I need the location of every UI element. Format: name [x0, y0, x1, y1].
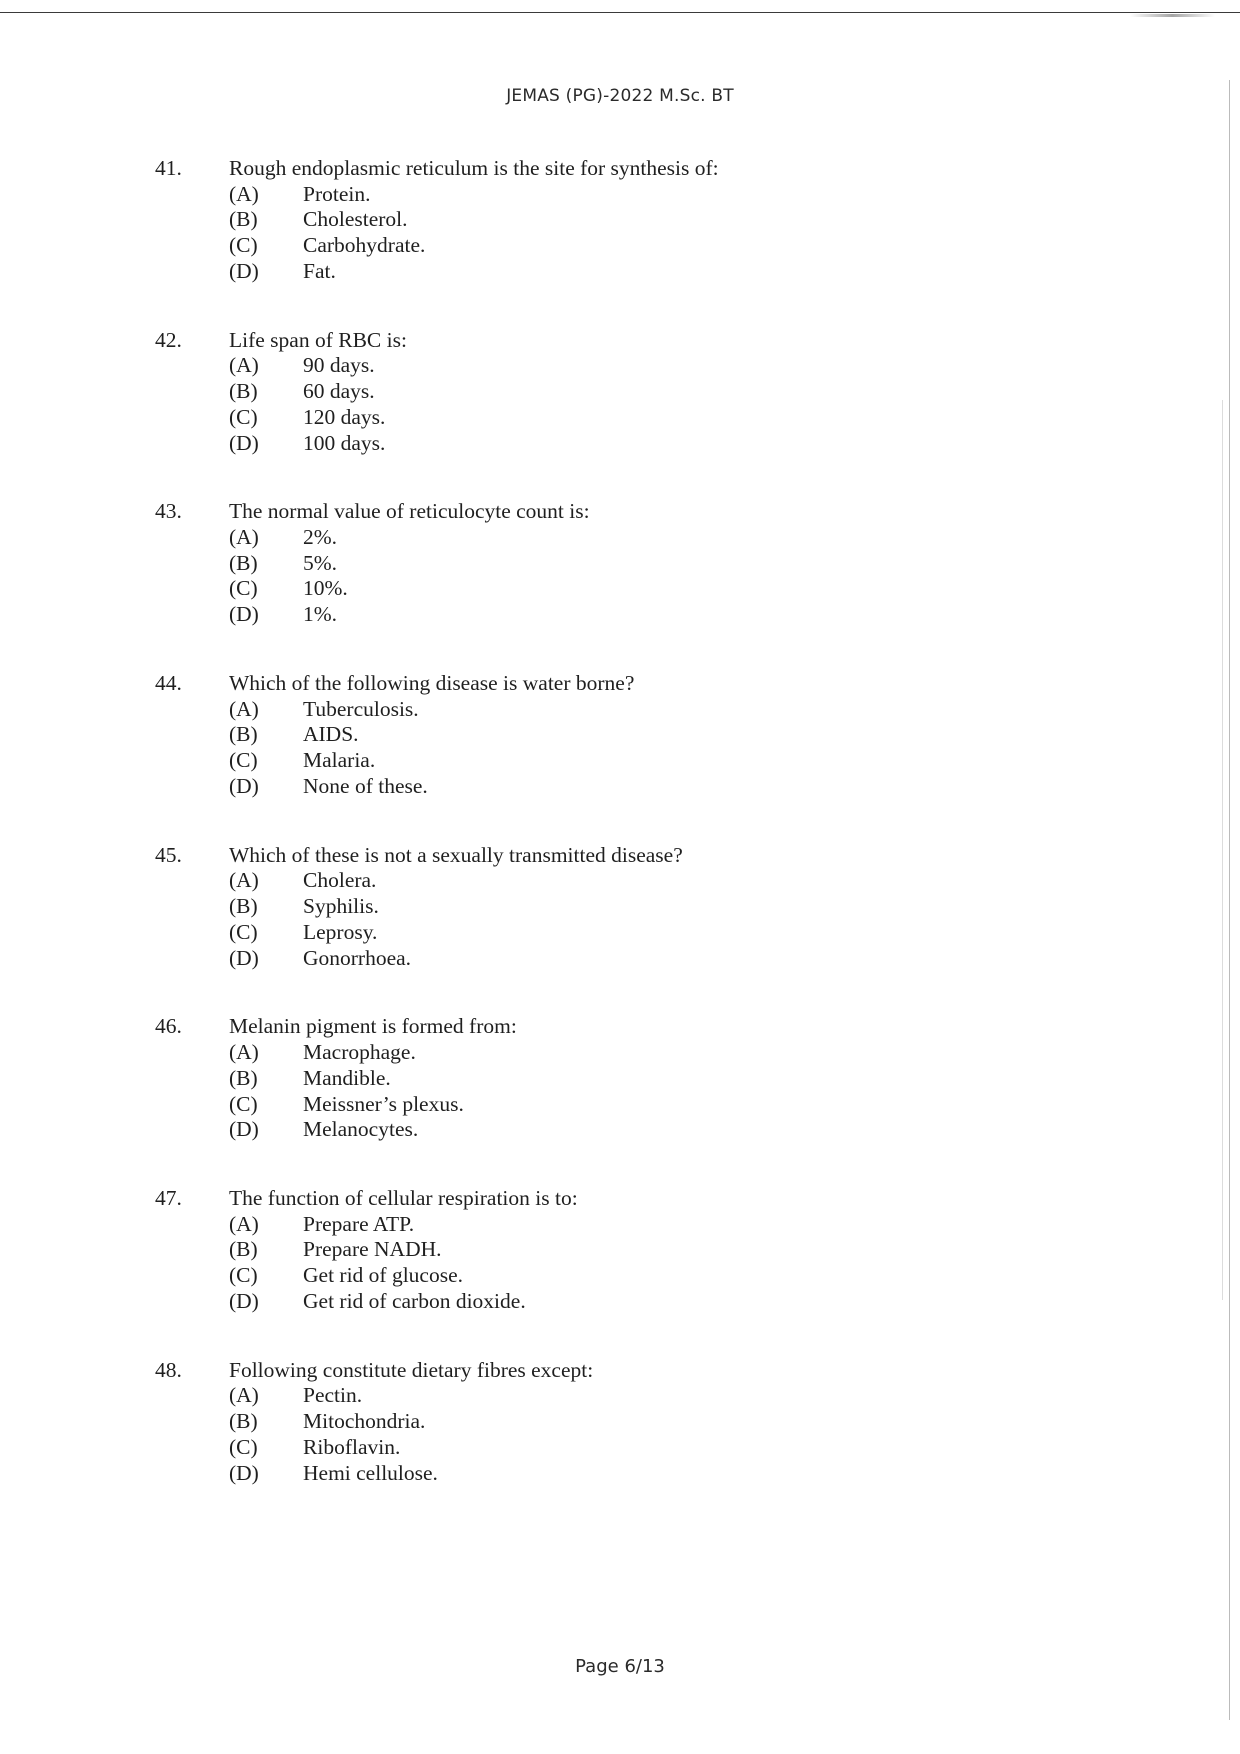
option-b	[229, 1066, 1055, 1092]
scan-edge-line-inner	[1222, 400, 1223, 1300]
question-text: Life span of RBC is:	[229, 327, 407, 352]
question-text: Melanin pigment is formed from:	[229, 1014, 517, 1039]
question-text: Which of the following disease is water borne?	[229, 671, 635, 696]
question-number: 41.	[155, 156, 182, 180]
question-number: 45.	[155, 842, 182, 867]
question-text: Following constitute dietary fibres except:	[229, 1357, 594, 1382]
option-b	[229, 207, 1055, 233]
option-text: 2%.	[303, 524, 338, 549]
option-text: Get rid of glucose.	[303, 1263, 464, 1288]
question-43	[155, 499, 1055, 671]
option-label: (B)	[229, 378, 258, 403]
option-text: AIDS.	[303, 722, 359, 747]
option-text: Gonorrhoea.	[303, 945, 412, 970]
option-d	[229, 946, 1055, 972]
option-c	[229, 920, 1055, 946]
option-label: (C)	[229, 1263, 258, 1288]
question-46	[155, 1014, 1055, 1186]
question-text: Which of these is not a sexually transmitted disease?	[229, 842, 683, 867]
option-a	[229, 353, 1055, 379]
option-list	[229, 1212, 1055, 1315]
option-list	[229, 697, 1055, 800]
option-c	[229, 576, 1055, 602]
option-text: 90 days.	[303, 353, 375, 378]
option-list	[229, 1040, 1055, 1143]
question-41	[155, 156, 1055, 328]
scan-smudge	[1130, 14, 1215, 17]
option-list	[229, 868, 1055, 971]
option-label: (B)	[229, 1065, 258, 1090]
option-label: (A)	[229, 1211, 259, 1236]
option-text: Meissner’s plexus.	[303, 1091, 464, 1116]
option-list	[229, 182, 1055, 285]
option-a	[229, 697, 1055, 723]
option-text: 60 days.	[303, 378, 375, 403]
option-label: (A)	[229, 1383, 259, 1408]
option-d	[229, 1289, 1055, 1315]
option-list	[229, 1383, 1055, 1486]
question-number: 47.	[155, 1186, 182, 1211]
question-47	[155, 1186, 1055, 1358]
option-text: Malaria.	[303, 748, 376, 773]
option-text: Prepare NADH.	[303, 1237, 442, 1262]
option-list	[229, 525, 1055, 628]
option-a	[229, 182, 1055, 208]
question-42	[155, 328, 1055, 500]
option-text: 10%.	[303, 576, 348, 601]
option-c	[229, 405, 1055, 431]
option-label: (B)	[229, 550, 258, 575]
question-text: The normal value of reticulocyte count is:	[229, 499, 590, 524]
option-label: (A)	[229, 353, 259, 378]
option-label: (C)	[229, 1434, 258, 1459]
question-number: 42.	[155, 327, 182, 352]
option-c	[229, 1092, 1055, 1118]
option-text: Syphilis.	[303, 894, 379, 919]
option-text: Pectin.	[303, 1383, 363, 1408]
option-text: Protein.	[303, 181, 371, 206]
option-text: 5%.	[303, 550, 338, 575]
scan-edge-line	[1229, 80, 1230, 1720]
option-b	[229, 722, 1055, 748]
option-label: (C)	[229, 233, 258, 258]
option-a	[229, 525, 1055, 551]
option-d	[229, 602, 1055, 628]
question-44	[155, 671, 1055, 843]
question-number: 48.	[155, 1357, 182, 1382]
option-d	[229, 259, 1055, 285]
option-text: Carbohydrate.	[303, 233, 426, 258]
option-text: Hemi cellulose.	[303, 1460, 438, 1485]
option-c	[229, 748, 1055, 774]
option-b	[229, 1409, 1055, 1435]
option-label: (D)	[229, 945, 259, 970]
question-number: 46.	[155, 1014, 182, 1039]
option-c	[229, 1263, 1055, 1289]
option-label: (B)	[229, 207, 258, 232]
option-text: Prepare ATP.	[303, 1211, 415, 1236]
top-rule	[0, 12, 1240, 13]
option-label: (D)	[229, 430, 259, 455]
option-text: Riboflavin.	[303, 1434, 401, 1459]
option-d	[229, 431, 1055, 457]
option-label: (D)	[229, 602, 259, 627]
option-text: 120 days.	[303, 404, 386, 429]
question-list	[155, 156, 1055, 1530]
option-c	[229, 233, 1055, 259]
option-label: (C)	[229, 748, 258, 773]
option-text: Macrophage.	[303, 1039, 416, 1064]
option-d	[229, 774, 1055, 800]
option-text: Get rid of carbon dioxide.	[303, 1289, 526, 1314]
option-label: (D)	[229, 258, 259, 283]
option-text: Tuberculosis.	[303, 696, 419, 721]
option-label: (A)	[229, 181, 259, 206]
option-label: (D)	[229, 1460, 259, 1485]
option-label: (D)	[229, 773, 259, 798]
option-text: Cholesterol.	[303, 207, 408, 232]
question-text: Rough endoplasmic reticulum is the site for synthesis of:	[229, 156, 719, 180]
question-45	[155, 843, 1055, 1015]
option-text: 1%.	[303, 602, 338, 627]
option-label: (B)	[229, 722, 258, 747]
option-label: (C)	[229, 404, 258, 429]
option-label: (B)	[229, 1409, 258, 1434]
option-a	[229, 868, 1055, 894]
option-a	[229, 1383, 1055, 1409]
option-label: (D)	[229, 1289, 259, 1314]
option-a	[229, 1212, 1055, 1238]
option-label: (A)	[229, 696, 259, 721]
option-label: (C)	[229, 919, 258, 944]
option-text: Fat.	[303, 258, 336, 283]
option-b	[229, 894, 1055, 920]
option-b	[229, 379, 1055, 405]
option-label: (C)	[229, 576, 258, 601]
option-d	[229, 1461, 1055, 1487]
option-text: Mitochondria.	[303, 1409, 426, 1434]
option-text: Melanocytes.	[303, 1117, 419, 1142]
question-48	[155, 1358, 1055, 1530]
option-label: (A)	[229, 524, 259, 549]
option-label: (A)	[229, 868, 259, 893]
option-label: (B)	[229, 894, 258, 919]
option-label: (B)	[229, 1237, 258, 1262]
question-number: 43.	[155, 499, 182, 524]
question-number: 44.	[155, 671, 182, 696]
option-c	[229, 1435, 1055, 1461]
option-b	[229, 551, 1055, 577]
option-label: (C)	[229, 1091, 258, 1116]
option-text: Leprosy.	[303, 919, 378, 944]
option-label: (A)	[229, 1039, 259, 1064]
option-a	[229, 1040, 1055, 1066]
option-d	[229, 1117, 1055, 1143]
option-text: 100 days.	[303, 430, 386, 455]
option-label: (D)	[229, 1117, 259, 1142]
page-header: JEMAS (PG)-2022 M.Sc. BT	[506, 86, 734, 106]
question-text: The function of cellular respiration is to:	[229, 1186, 578, 1211]
option-text: Cholera.	[303, 868, 377, 893]
option-list	[229, 353, 1055, 456]
option-b	[229, 1237, 1055, 1263]
option-text: Mandible.	[303, 1065, 391, 1090]
page-number: Page 6/13	[575, 1656, 665, 1677]
option-text: None of these.	[303, 773, 428, 798]
